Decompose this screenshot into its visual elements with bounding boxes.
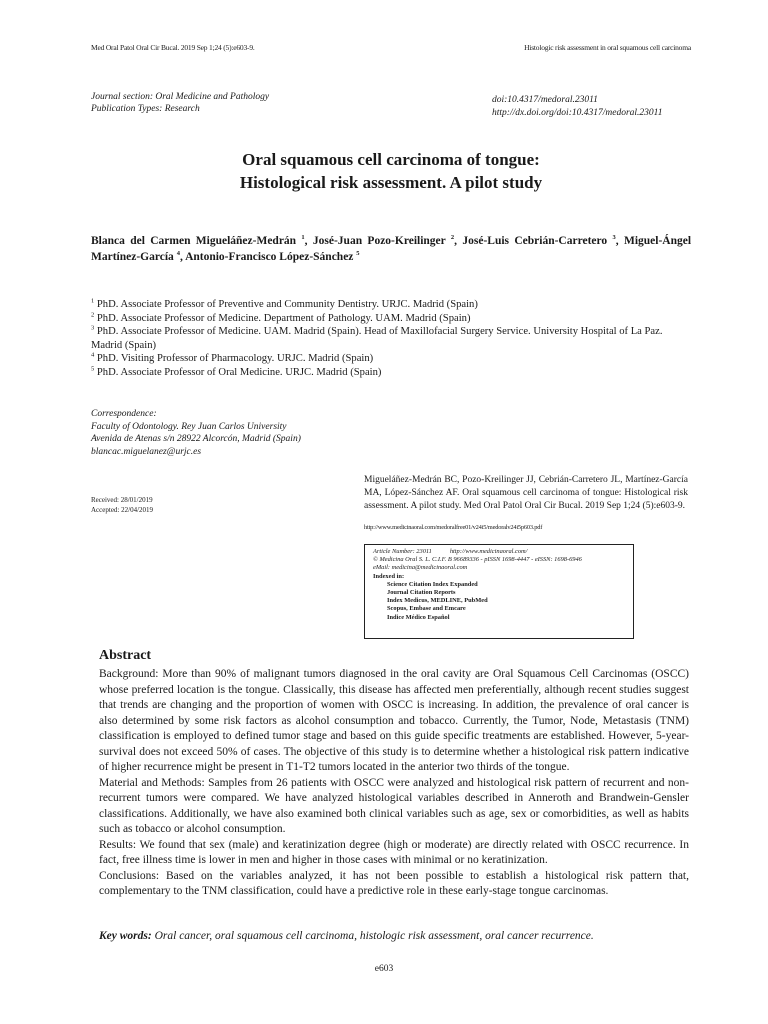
affiliation-number: 4 bbox=[91, 351, 95, 359]
author-list bbox=[91, 233, 691, 265]
copyright-line: © Medicina Oral S. L. C.I.F. B 96689336 - pISSN 1698-4447 - eISSN: 1698-6946 bbox=[373, 556, 582, 564]
citation-text: Migueláñez-Medrán BC, Pozo-Kreilinger JJ, Cebrián-Carretero JL, Martínez-García MA, López-Sánchez AF. Oral squamous cell carcinoma of tongue: Histological risk assessment. A pilot study. Med Oral Patol Oral Cir Bucal. 2019 Sep 1;24 (5):e603-9. bbox=[364, 475, 688, 511]
author-affiliation-mark: 4 bbox=[176, 250, 180, 258]
article-info-box bbox=[364, 544, 634, 639]
keywords-label: Key words: bbox=[99, 930, 152, 942]
correspondence-line-1: Faculty of Odontology. Rey Juan Carlos University bbox=[91, 421, 287, 432]
affiliation-number: 2 bbox=[91, 310, 95, 318]
indexed-heading: Indexed in: bbox=[373, 572, 405, 580]
publication-types: Publication Types: Research bbox=[91, 104, 200, 114]
citation-url[interactable]: http://www.medicinaoral.com/medoralfree01/v24i5/medoralv24i5p603.pdf bbox=[364, 524, 543, 531]
affiliation-item bbox=[91, 325, 695, 352]
index-item: Science Citation Index Expanded bbox=[387, 580, 478, 588]
journal-website[interactable]: http://www.medicinaoral.com/ bbox=[449, 548, 528, 555]
abstract-paragraph: Results: We found that sex (male) and keratinization degree (high or moderate) are directly related with OSCC recurrence. In fact, free illness time is lower in men and higher in those cases with minimal or no keratinization. bbox=[99, 838, 689, 866]
author-name: José-Luis Cebrián-Carretero bbox=[462, 235, 608, 247]
correspondence-heading: Correspondence: bbox=[91, 409, 157, 419]
affiliation-number: 3 bbox=[91, 324, 95, 332]
affiliation-text: PhD. Associate Professor of Medicine. Department of Pathology. UAM. Madrid (Spain) bbox=[96, 312, 471, 324]
affiliation-item bbox=[91, 352, 695, 366]
affiliation-item bbox=[91, 366, 695, 380]
author-separator: , bbox=[454, 235, 463, 247]
affiliation-number: 5 bbox=[91, 364, 95, 372]
dates-block bbox=[91, 496, 153, 515]
abstract-body bbox=[99, 667, 689, 900]
affiliation-list bbox=[91, 298, 695, 379]
author-name: José-Juan Pozo-Kreilinger bbox=[312, 235, 446, 247]
title-line-2: Histological risk assessment. A pilot study bbox=[239, 173, 543, 192]
affiliation-number: 1 bbox=[91, 297, 95, 305]
abstract-heading: Abstract bbox=[99, 648, 152, 663]
abstract-paragraph: Conclusions: Based on the variables analyzed, it has not been possible to establish a histological risk pattern that, complementary to the TNM classification, could have a predictive role in these early-stage tongue carcinomas. bbox=[99, 869, 689, 897]
received-date: Received: 28/01/2019 bbox=[91, 496, 153, 504]
affiliation-text: PhD. Visiting Professor of Pharmacology. URJC. Madrid (Spain) bbox=[96, 353, 374, 364]
doi: doi:10.4317/medoral.23011 bbox=[492, 95, 598, 105]
index-item: Journal Citation Reports bbox=[387, 589, 456, 597]
affiliation-item bbox=[91, 298, 695, 312]
author-name: Antonio-Francisco López-Sánchez bbox=[185, 251, 354, 263]
correspondence-block bbox=[91, 408, 301, 458]
keywords-text: Oral cancer, oral squamous cell carcinoma, histologic risk assessment, oral cancer recurrence. bbox=[154, 930, 594, 942]
index-item: Index Medicus, MEDLINE, PubMed bbox=[387, 597, 488, 605]
affiliation-text: PhD. Associate Professor of Oral Medicine. URJC. Madrid (Spain) bbox=[96, 366, 382, 378]
article-title bbox=[91, 148, 691, 194]
author-affiliation-mark: 2 bbox=[450, 234, 455, 242]
info-box-email[interactable]: eMail: medicina@medicinaoral.com bbox=[373, 564, 468, 572]
author-separator: , bbox=[304, 235, 313, 247]
author-affiliation-mark: 1 bbox=[301, 234, 305, 242]
journal-section: Journal section: Oral Medicine and Pathology bbox=[91, 92, 270, 102]
index-item: Scopus, Embase and Emcare bbox=[387, 605, 466, 613]
doi-block bbox=[492, 94, 662, 120]
author-separator: , bbox=[615, 235, 624, 247]
running-header-left: Med Oral Patol Oral Cir Bucal. 2019 Sep 1;24 (5):e603-9. bbox=[91, 43, 255, 52]
abstract-paragraph: Material and Methods: Samples from 26 patients with OSCC were analyzed and histological risk pattern of recurrent and non-recurrent tumors were compared. We have analyzed histological variables described in Anneroth and Brandwein-Gensler classifications. Additionally, we have also examined both clinical variables such as age, sex or comorbidities, as well as habits such as tobacco or alcohol consumption. bbox=[99, 776, 689, 835]
correspondence-line-2: Avenida de Atenas s/n 28922 Alcorcón, Madrid (Spain) bbox=[91, 434, 301, 444]
author-name: Blanca del Carmen Migueláñez-Medrán bbox=[91, 235, 297, 247]
info-box-number-row bbox=[373, 548, 629, 556]
correspondence-email[interactable]: blancac.miguelanez@urjc.es bbox=[91, 446, 202, 457]
running-header-right: Histologic risk assessment in oral squamous cell carcinoma bbox=[524, 43, 691, 52]
author-affiliation-mark: 3 bbox=[612, 234, 616, 242]
author-separator: , bbox=[179, 251, 186, 263]
keywords-line bbox=[99, 930, 594, 942]
affiliation-text: PhD. Associate Professor of Preventive and Community Dentistry. URJC. Madrid (Spain) bbox=[96, 299, 478, 310]
author-name: Miguel-Ángel Martínez-García bbox=[91, 235, 692, 263]
doi-link[interactable]: http://dx.doi.org/doi:10.4317/medoral.23011 bbox=[492, 108, 663, 118]
title-line-1: Oral squamous cell carcinoma of tongue: bbox=[242, 150, 540, 169]
index-list bbox=[373, 581, 629, 622]
abstract-paragraph: Background: More than 90% of malignant tumors diagnosed in the oral cavity are Oral Squamous Cell Carcinomas (OSCC) whose preferred location is the tongue. Classically, this disease has affected men preferentially, although recent studies suggest that trends are changing and the proportion of women with OSCC is increasing. In addition, the prevalence of oral cancer is also determined by some risk factors as alcohol consumption and tobacco. Currently, the Tumor, Node, Metastasis (TNM) classification is employed to defined tumor stage and based on this guide specific treatments are established. However, 5-year-survival does not exceed 50% of cases. The objective of this study is to determine whether a histological risk pattern indicative of higher recurrence might be present in T1-T2 tumors located in the anterior two thirds of the tongue. bbox=[99, 668, 689, 773]
article-number: Article Number: 23011 bbox=[373, 548, 432, 555]
affiliation-text: PhD. Associate Professor of Medicine. UAM. Madrid (Spain). Head of Maxillofacial Surgery Service. University Hospital of La Paz. Madrid (Spain) bbox=[91, 326, 663, 351]
article-meta bbox=[91, 91, 269, 115]
accepted-date: Accepted: 22/04/2019 bbox=[91, 505, 154, 514]
affiliation-item bbox=[91, 312, 695, 326]
page-number: e603 bbox=[374, 964, 394, 974]
index-item: Indice Médico Español bbox=[387, 613, 450, 621]
author-affiliation-mark: 5 bbox=[356, 250, 360, 258]
